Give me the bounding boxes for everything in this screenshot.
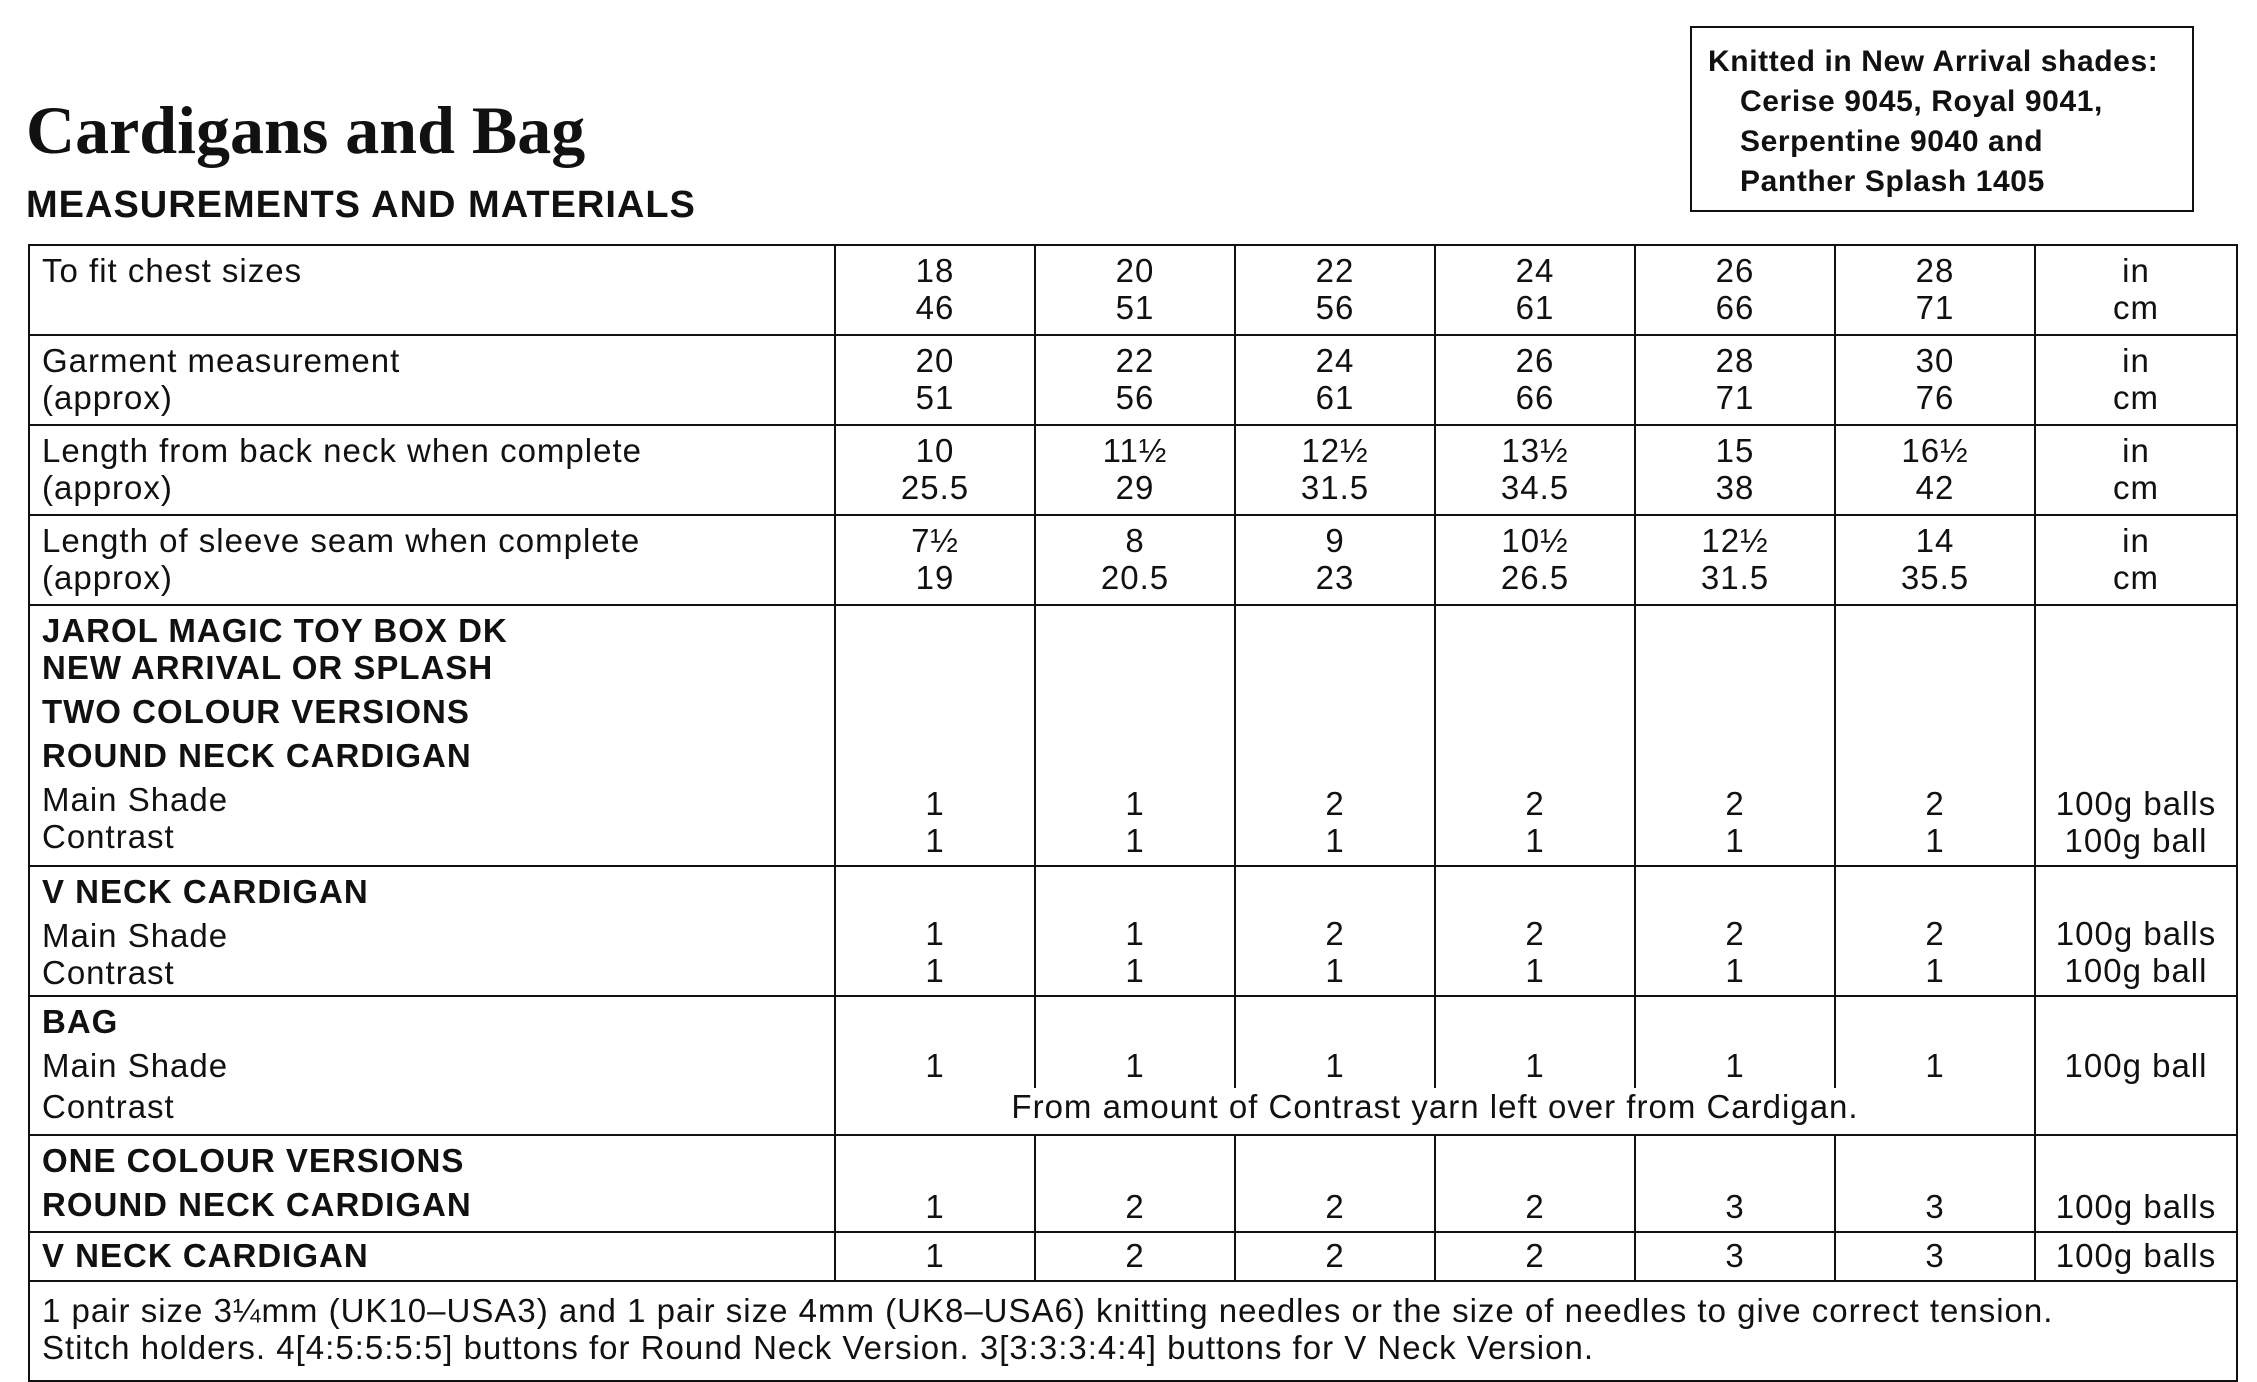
value-cm: 66 [1715,289,1755,326]
garment-heading: ROUND NECK CARDIGAN [42,1186,472,1223]
balls-value: 2 [1125,1237,1145,1274]
main-shade-value: 1 [1325,1047,1345,1084]
contrast-label: Contrast [42,1088,175,1125]
value-cm: 25.5 [900,469,970,506]
row-label-note: (approx) [42,469,173,506]
row-label: Length of sleeve seam when complete [42,522,641,559]
value-in: 22 [1115,342,1155,379]
main-shade-value: 1 [1725,1047,1745,1084]
value-cm: 56 [1315,289,1355,326]
value-cm: 35.5 [1900,559,1970,596]
balls-value: 2 [1325,1237,1345,1274]
value-cm: 34.5 [1500,469,1570,506]
contrast-value: 1 [1925,952,1945,989]
main-shade-value: 1 [1125,915,1145,952]
value-cm: 42 [1915,469,1955,506]
value-in: 8 [1125,522,1145,559]
value-cm: 56 [1115,379,1155,416]
unit-balls: 100g balls [2055,785,2217,822]
value-cm: 31.5 [1700,559,1770,596]
contrast-note: From amount of Contrast yarn left over from Cardigan. [1011,1088,1859,1125]
row-label: Garment measurement [42,342,401,379]
main-shade-label: Main Shade [42,781,229,818]
value-cm: 76 [1915,379,1955,416]
value-cm: 51 [915,379,955,416]
balls-value: 2 [1525,1237,1545,1274]
value-cm: 46 [915,289,955,326]
shades-line: Knitted in New Arrival shades: [1708,45,2159,78]
contrast-value: 1 [1525,822,1545,859]
unit-balls: 100g balls [2055,1237,2217,1274]
value-cm: 66 [1515,379,1555,416]
row-label: Length from back neck when complete [42,432,642,469]
section-heading: MEASUREMENTS AND MATERIALS [26,184,696,226]
main-shade-value: 2 [1725,915,1745,952]
unit-in: in [2122,522,2150,559]
main-shade-value: 1 [925,1047,945,1084]
value-cm: 23 [1315,559,1355,596]
shades-note [1690,26,2194,212]
balls-value: 1 [925,1188,945,1225]
garment-heading: ROUND NECK CARDIGAN [42,737,472,774]
value-in: 20 [915,342,955,379]
section-heading: TWO COLOUR VERSIONS [42,693,470,730]
yarn-heading: JAROL MAGIC TOY BOX DK [42,612,508,649]
unit-cm: cm [2113,559,2159,596]
value-in: 10½ [1501,522,1569,559]
contrast-value: 1 [1725,952,1745,989]
value-in: 9 [1325,522,1345,559]
main-shade-value: 2 [1525,785,1545,822]
value-cm: 71 [1715,379,1755,416]
main-shade-value: 2 [1725,785,1745,822]
row-chest-sizes [29,245,2237,335]
unit-balls: 100g balls [2055,915,2217,952]
value-cm: 20.5 [1100,559,1170,596]
value-in: 24 [1515,252,1555,289]
shades-line: Panther Splash 1405 [1740,165,2045,198]
balls-value: 2 [1325,1188,1345,1225]
main-shade-value: 1 [1525,1047,1545,1084]
value-in: 20 [1115,252,1155,289]
value-in: 16½ [1901,432,1969,469]
page-title: Cardigans and Bag [26,92,586,168]
contrast-label: Contrast [42,954,175,991]
value-in: 15 [1715,432,1755,469]
contrast-value: 1 [925,822,945,859]
unit-cm: cm [2113,379,2159,416]
balls-value: 1 [925,1237,945,1274]
value-in: 12½ [1301,432,1369,469]
row-sleeve-seam [29,515,2237,605]
row-bag-contrast [29,1088,2237,1135]
value-cm: 29 [1115,469,1155,506]
garment-heading: V NECK CARDIGAN [42,873,369,910]
unit-in: in [2122,342,2150,379]
value-in: 26 [1515,342,1555,379]
shades-line: Cerise 9045, Royal 9041, [1740,85,2103,118]
main-shade-value: 2 [1325,915,1345,952]
value-in: 28 [1715,342,1755,379]
value-cm: 61 [1315,379,1355,416]
contrast-value: 1 [1125,952,1145,989]
value-cm: 71 [1915,289,1955,326]
row-one-colour-v-neck [29,1232,2237,1281]
value-in: 10 [915,432,955,469]
needles-text: 1 pair size 3¼mm (UK10–USA3) and 1 pair size 4mm (UK8–USA6) knitting needles or the size of needles to give correct tension. [42,1292,2054,1329]
garment-heading: BAG [42,1003,119,1040]
section-heading: ONE COLOUR VERSIONS [42,1142,465,1179]
value-in: 22 [1315,252,1355,289]
value-cm: 26.5 [1500,559,1570,596]
main-shade-value: 2 [1525,915,1545,952]
value-cm: 61 [1515,289,1555,326]
shades-line: Serpentine 9040 and [1740,125,2044,158]
contrast-value: 1 [925,952,945,989]
main-shade-value: 2 [1325,785,1345,822]
main-shade-value: 1 [1125,1047,1145,1084]
value-in: 13½ [1501,432,1569,469]
balls-value: 3 [1925,1237,1945,1274]
row-bag-main [29,996,2237,1088]
row-label-note: (approx) [42,379,173,416]
contrast-label: Contrast [42,818,175,855]
value-cm: 51 [1115,289,1155,326]
unit-in: in [2122,252,2150,289]
contrast-value: 1 [1325,952,1345,989]
row-needles-notions [29,1281,2237,1381]
row-length-back-neck [29,425,2237,515]
value-in: 12½ [1701,522,1769,559]
value-in: 26 [1715,252,1755,289]
value-in: 28 [1915,252,1955,289]
balls-value: 2 [1525,1188,1545,1225]
unit-cm: cm [2113,289,2159,326]
row-one-colour-round-neck [29,1135,2237,1232]
balls-value: 3 [1725,1237,1745,1274]
contrast-value: 1 [1925,822,1945,859]
main-shade-value: 1 [925,915,945,952]
value-cm: 38 [1715,469,1755,506]
value-cm: 19 [915,559,955,596]
row-two-colour-round-neck [29,605,2237,866]
unit-in: in [2122,432,2150,469]
value-cm: 31.5 [1300,469,1370,506]
garment-heading: V NECK CARDIGAN [42,1237,369,1274]
row-label: To fit chest sizes [42,252,303,289]
contrast-value: 1 [1725,822,1745,859]
yarn-heading: NEW ARRIVAL OR SPLASH [42,649,494,686]
unit-ball: 100g ball [2064,1047,2208,1084]
balls-value: 3 [1725,1188,1745,1225]
row-garment-measurement [29,335,2237,425]
balls-value: 2 [1125,1188,1145,1225]
unit-cm: cm [2113,469,2159,506]
value-in: 30 [1915,342,1955,379]
main-shade-label: Main Shade [42,917,229,954]
main-shade-value: 2 [1925,785,1945,822]
contrast-value: 1 [1525,952,1545,989]
contrast-value: 1 [1125,822,1145,859]
value-in: 11½ [1102,432,1168,469]
value-in: 18 [915,252,955,289]
unit-ball: 100g ball [2064,822,2208,859]
main-shade-value: 1 [1925,1047,1945,1084]
row-label-note: (approx) [42,559,173,596]
value-in: 24 [1315,342,1355,379]
unit-balls: 100g balls [2055,1188,2217,1225]
contrast-value: 1 [1325,822,1345,859]
main-shade-label: Main Shade [42,1047,229,1084]
main-shade-value: 1 [1125,785,1145,822]
notions-text: Stitch holders. 4[4:5:5:5:5] buttons for Round Neck Version. 3[3:3:3:4:4] buttons for V Neck Version. [42,1329,1595,1366]
row-two-colour-v-neck [29,866,2237,996]
value-in: 7½ [911,522,959,559]
main-shade-value: 1 [925,785,945,822]
unit-ball: 100g ball [2064,952,2208,989]
value-in: 14 [1915,522,1955,559]
main-shade-value: 2 [1925,915,1945,952]
measurements-table [28,244,2238,1382]
balls-value: 3 [1925,1188,1945,1225]
